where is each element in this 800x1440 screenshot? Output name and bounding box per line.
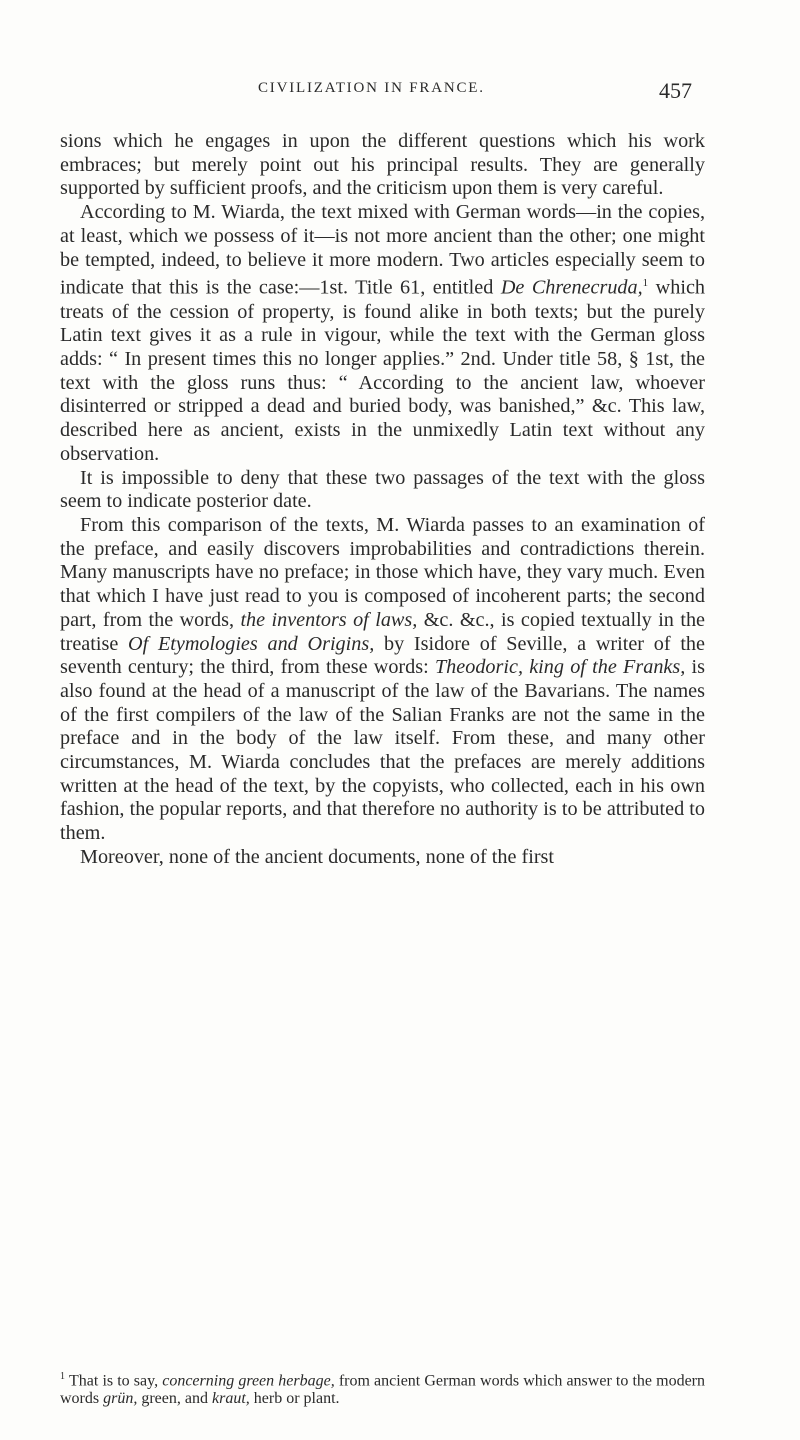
paragraph-1-text: sions which he engages in upon the different questions which his work embraces; but merely point out his principal results. They are generally supported by sufficient proofs, and the criticism upon them is very careful. xyxy=(60,130,705,200)
footnote-segment: grün, xyxy=(103,1390,138,1408)
paragraph-2-text-b: which treats of the cession of property, is found alike in both texts; but the purely Latin text gives it as a rule in vigour, while the text with the German gloss adds: “ In present times this no longer applies.” 2nd. Under title 58, § 1st, the text with the gloss runs thus: “ According to the ancient law, whoever disinterred or stripped a dead and buried body, was banished,” &c. This law, described here as ancient, exists in the unmixedly Latin text without any observation. xyxy=(60,276,705,465)
paragraph-3 xyxy=(60,467,705,514)
paragraph-4-segment: by Isidore of Seville, a writer of the seventh century; the third, from these words: xyxy=(60,632,705,679)
footnote xyxy=(60,1368,705,1408)
running-title: CIVILIZATION IN FRANCE. xyxy=(258,80,485,96)
footnote-reference[interactable]: 1 xyxy=(642,277,649,290)
footnote-segment: from ancient German words which answer to the modern words xyxy=(60,1372,706,1408)
paragraph-4-segment: is also found at the head of a manuscript of the law of the Bavarians. The names of the first compilers of the law of the Salian Franks are not the same in the preface and in the body of the law itself. From these, and many other circumstances, M. Wiarda concludes that the prefaces are merely additions written at the head of the text, by the copyists, who collected, each in his own fashion, the popular reports, and that therefore no authority is to be attributed to them. xyxy=(60,656,705,845)
paragraph-2-text-a: According to M. Wiarda, the text mixed with German words—in the copies, at least, which we possess of it—is not more ancient than the other; one might be tempted, indeed, to believe it more modern. Two articles especially seem to indicate that this is the case:—1st. Title 61, entitled xyxy=(60,201,705,299)
paragraph-3-text: It is impossible to deny that these two passages of the text with the gloss seem to indicate posterior date. xyxy=(60,466,705,513)
running-header xyxy=(258,80,692,120)
title-de-chrenecruda: De Chrenecruda, xyxy=(500,276,643,299)
footnote-text xyxy=(60,1372,705,1407)
paragraph-4-segment: the inventors of laws, xyxy=(240,608,418,631)
paragraph-4-segment: Theodoric, king of the Franks, xyxy=(434,656,686,679)
paragraph-4 xyxy=(60,514,705,846)
paragraph-5 xyxy=(60,846,705,870)
paragraph-2 xyxy=(60,201,705,466)
body-text xyxy=(60,130,705,870)
paragraph-1 xyxy=(60,130,705,201)
footnote-segment: green, and xyxy=(137,1390,212,1408)
paragraph-4-segment: Of Etymologies and Origins, xyxy=(128,632,375,655)
page-number: 457 xyxy=(659,78,692,103)
footnote-segment: concerning green herbage, xyxy=(162,1372,335,1390)
paragraph-4-segment: From this comparison of the texts, M. Wiarda passes to an examination of the preface, and easily discovers improbabilities and contradictions therein. Many manuscripts have no preface; in those which have, they vary much. Even that which I have just read to you is composed of incoherent parts; the second part, from the words, xyxy=(60,513,705,631)
paragraph-4-segment: &c. &c., is copied textually in the treatise xyxy=(60,608,705,655)
paragraph-5-text: Moreover, none of the ancient documents, none of the first xyxy=(80,845,555,868)
footnote-segment: herb or plant. xyxy=(249,1390,340,1408)
footnote-segment: That is to say, xyxy=(69,1372,163,1390)
footnote-mark: 1 xyxy=(60,1371,65,1382)
footnote-segment: kraut, xyxy=(211,1390,250,1408)
